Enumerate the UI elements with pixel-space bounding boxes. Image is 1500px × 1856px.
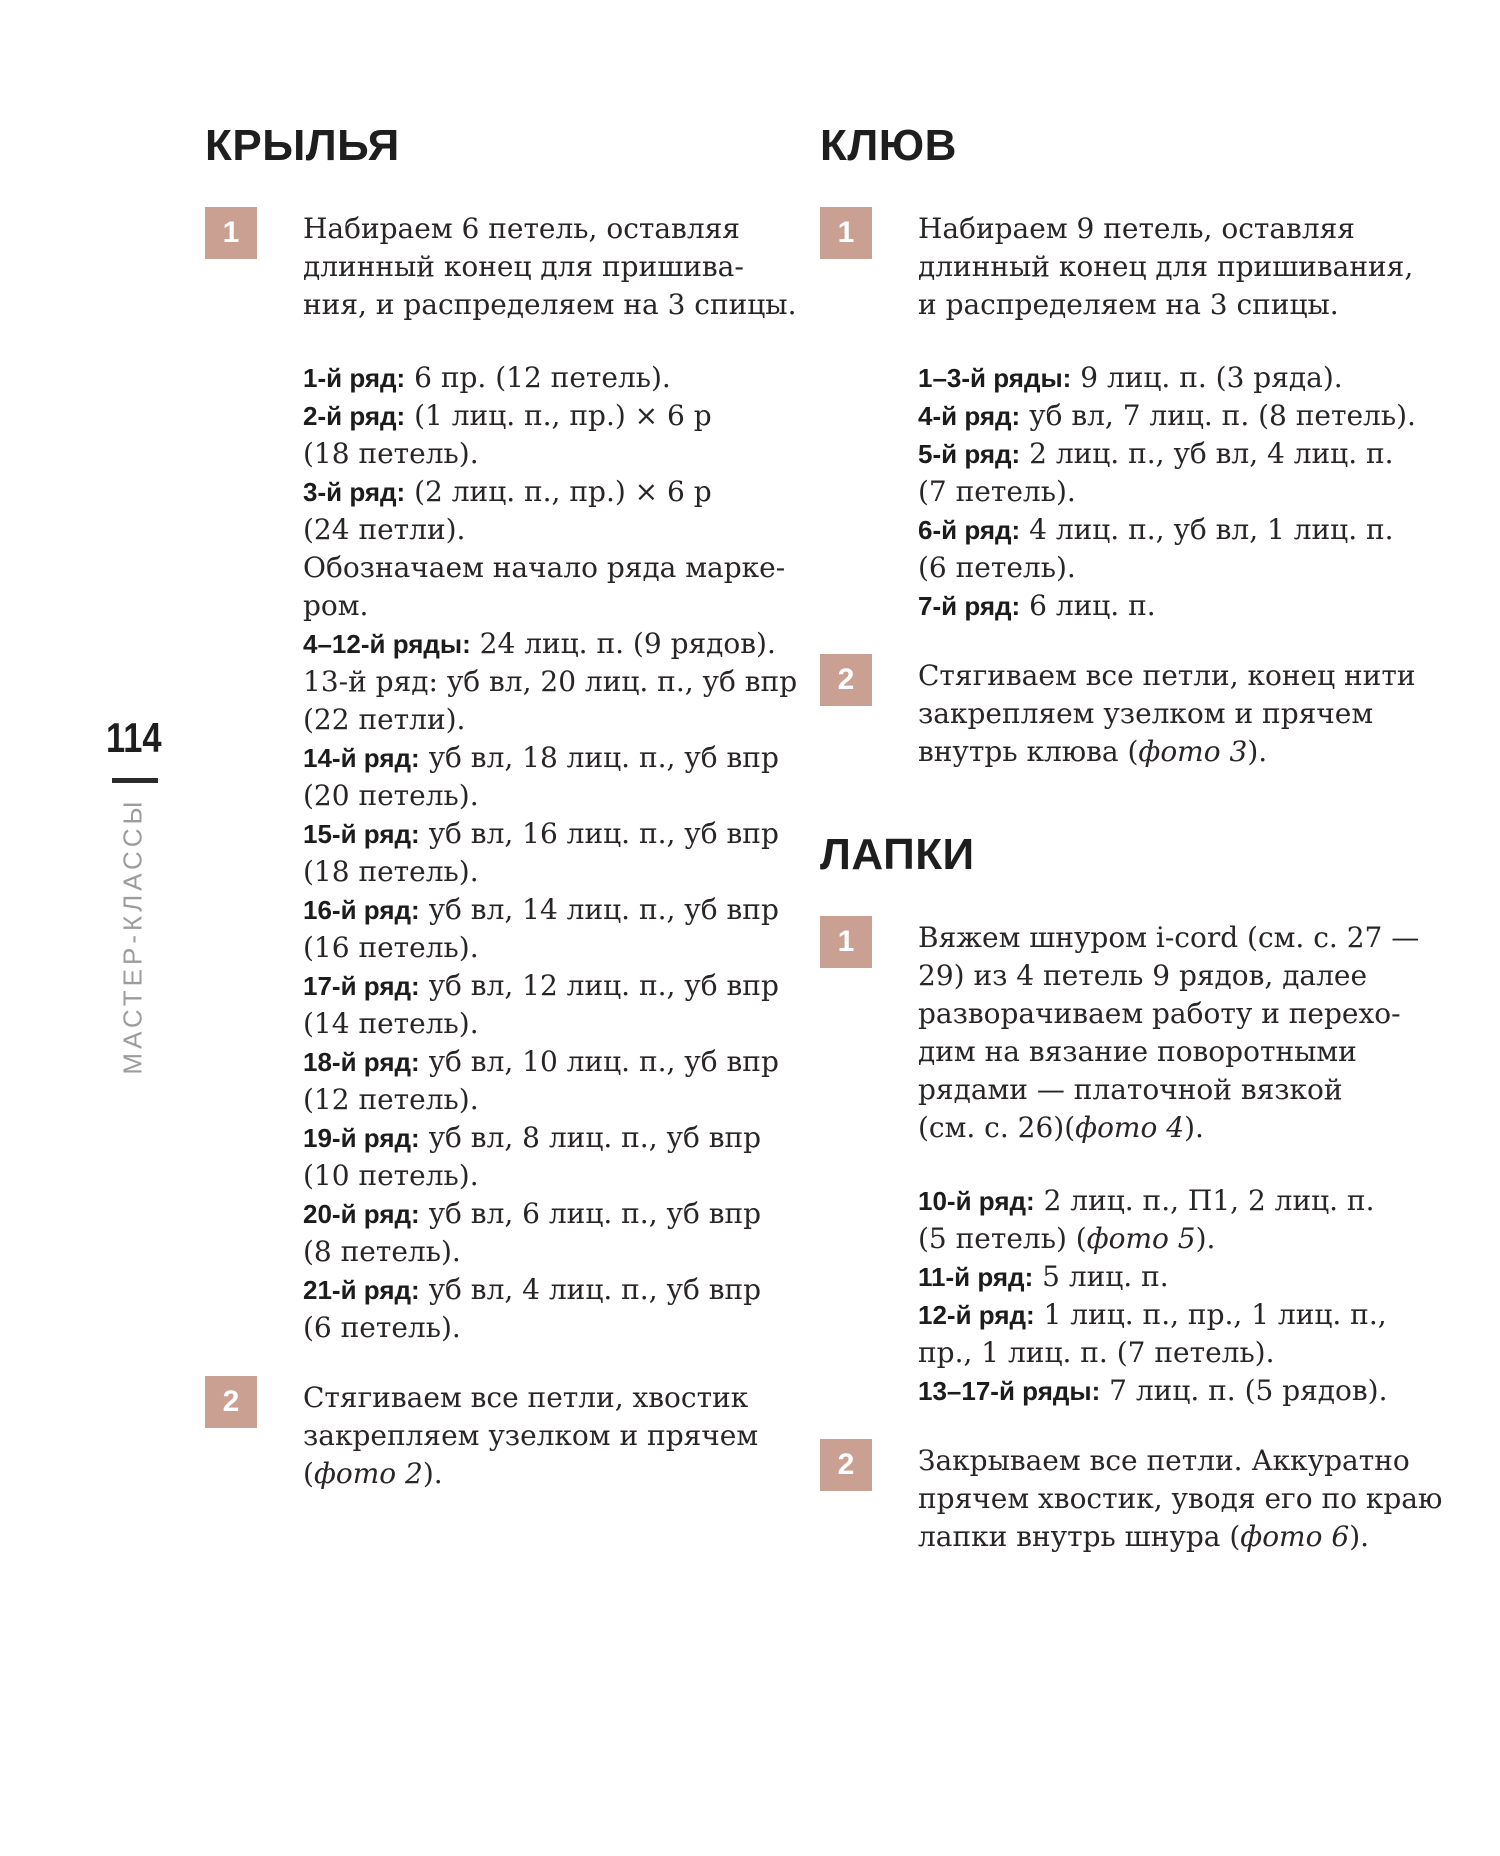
- photo-ref: фото 5: [1086, 1222, 1196, 1255]
- text-run: 24 лиц. п. (9 рядов).: [470, 627, 776, 660]
- section-title: КЛЮВ: [820, 121, 957, 170]
- text-line: [303, 473, 797, 511]
- text-run: (18 петель).: [303, 437, 479, 470]
- row-label: 1-й ряд:: [303, 363, 406, 393]
- text-line: [918, 995, 1480, 1033]
- text-run: ).: [1247, 735, 1268, 768]
- step-text: [918, 657, 1480, 771]
- paragraph-gap: [303, 324, 797, 359]
- row-label: 4–12-й ряды:: [303, 629, 471, 659]
- row-label: 13–17-й ряды:: [918, 1376, 1101, 1406]
- text-line: [918, 1071, 1480, 1109]
- text-line: [918, 1033, 1480, 1071]
- step: [205, 1379, 790, 1493]
- text-line: [918, 359, 1480, 397]
- text-run: (: [303, 1457, 314, 1490]
- text-run: 6 пр. (12 петель).: [405, 361, 671, 394]
- text-run: закрепляем узелком и прячем: [303, 1419, 759, 1452]
- step-text: [303, 210, 797, 1347]
- text-line: [918, 1182, 1480, 1220]
- text-run: 29) из 4 петель 9 рядов, далее: [918, 959, 1368, 992]
- text-run: Набираем 9 петель, оставляя: [918, 212, 1355, 245]
- text-run: (24 петли).: [303, 513, 466, 546]
- text-line: [303, 1119, 797, 1157]
- text-line: [918, 511, 1480, 549]
- text-line: [918, 435, 1480, 473]
- text-line: [918, 695, 1480, 733]
- text-line: [918, 919, 1480, 957]
- text-line: [303, 549, 797, 587]
- text-line: [303, 929, 797, 967]
- text-run: (5 петель) (: [918, 1222, 1087, 1255]
- text-line: [303, 359, 797, 397]
- text-run: (7 петель).: [918, 475, 1076, 508]
- text-run: 5 лиц. п.: [1033, 1260, 1169, 1293]
- text-line: [303, 435, 797, 473]
- text-run: ).: [1195, 1222, 1216, 1255]
- row-label: 18-й ряд:: [303, 1047, 420, 1077]
- text-run: (2 лиц. п., пр.) × 6 р: [405, 475, 712, 508]
- text-run: (6 петель).: [918, 551, 1076, 584]
- step-text: [918, 1442, 1480, 1556]
- text-line: [303, 1455, 790, 1493]
- text-line: [918, 1296, 1480, 1334]
- row-label: 15-й ряд:: [303, 819, 420, 849]
- section-krylya: [205, 121, 798, 1493]
- text-run: Набираем 6 петель, оставляя: [303, 212, 740, 245]
- row-label: 14-й ряд:: [303, 743, 420, 773]
- text-run: ).: [422, 1457, 443, 1490]
- text-run: дим на вязание поворотными: [918, 1035, 1357, 1068]
- text-run: (16 петель).: [303, 931, 479, 964]
- page-number: 114: [106, 714, 162, 761]
- text-line: [303, 891, 797, 929]
- sidebar-vertical-label: МАСТЕР-КЛАССЫ: [117, 797, 148, 1075]
- row-label: 12-й ряд:: [918, 1300, 1035, 1330]
- row-label: 16-й ряд:: [303, 895, 420, 925]
- text-run: уб вл, 18 лиц. п., уб впр: [419, 741, 779, 774]
- text-run: лапки внутрь шнура (: [918, 1520, 1241, 1553]
- text-run: (22 петли).: [303, 703, 466, 736]
- text-run: Обозначаем начало ряда марке-: [303, 551, 786, 584]
- text-line: [303, 1271, 797, 1309]
- step: [820, 919, 1480, 1410]
- text-run: Закрываем все петли. Аккуратно: [918, 1444, 1410, 1477]
- step-text: [303, 1379, 790, 1493]
- text-run: длинный конец для пришивания,: [918, 250, 1414, 283]
- text-line: [303, 1195, 797, 1233]
- section-title: КРЫЛЬЯ: [205, 121, 400, 170]
- text-line: [303, 701, 797, 739]
- row-label: 19-й ряд:: [303, 1123, 420, 1153]
- text-line: [303, 967, 797, 1005]
- text-run: ром.: [303, 589, 369, 622]
- text-run: (см. с. 26)(: [918, 1111, 1076, 1144]
- text-run: ).: [1184, 1111, 1204, 1144]
- text-line: [303, 1157, 797, 1195]
- text-run: длинный конец для пришива-: [303, 250, 744, 283]
- text-run: уб вл, 16 лиц. п., уб впр: [419, 817, 779, 850]
- text-run: уб вл, 8 лиц. п., уб впр: [419, 1121, 762, 1154]
- text-run: 7 лиц. п. (5 рядов).: [1100, 1374, 1388, 1407]
- text-line: [918, 286, 1480, 324]
- text-line: [918, 1258, 1480, 1296]
- right-column: [820, 122, 1480, 1556]
- text-run: Вяжем шнуром i-cord (см. с. 27 —: [918, 921, 1420, 954]
- text-line: [918, 657, 1480, 695]
- text-run: 2 лиц. п., П1, 2 лиц. п.: [1034, 1184, 1375, 1217]
- text-line: [918, 210, 1480, 248]
- row-label: 11-й ряд:: [918, 1262, 1034, 1292]
- left-column: [205, 121, 798, 1493]
- text-run: (18 петель).: [303, 855, 479, 888]
- paragraph-gap: [918, 1147, 1480, 1182]
- text-line: [918, 733, 1480, 771]
- text-line: [303, 739, 797, 777]
- row-label: 17-й ряд:: [303, 971, 420, 1001]
- text-run: (1 лиц. п., пр.) × 6 р: [405, 399, 712, 432]
- row-label: 20-й ряд:: [303, 1199, 420, 1229]
- text-line: [303, 777, 797, 815]
- text-line: [918, 1518, 1480, 1556]
- text-run: (6 петель).: [303, 1311, 461, 1344]
- text-run: рядами — платочной вязкой: [918, 1073, 1343, 1106]
- text-line: [918, 1334, 1480, 1372]
- text-line: [303, 625, 797, 663]
- step-number-badge: 2: [205, 1376, 257, 1428]
- page-number-rule: [112, 778, 158, 783]
- section-lapki: [820, 831, 1480, 1556]
- text-line: [303, 1379, 790, 1417]
- text-line: [303, 853, 797, 891]
- photo-ref: фото 2: [313, 1457, 423, 1490]
- text-run: 4 лиц. п., уб вл, 1 лиц. п.: [1020, 513, 1394, 546]
- text-line: [918, 549, 1480, 587]
- step-text: [918, 210, 1480, 625]
- text-run: 2 лиц. п., уб вл, 4 лиц. п.: [1020, 437, 1394, 470]
- text-line: [918, 397, 1480, 435]
- text-run: разворачиваем работу и перехо-: [918, 997, 1401, 1030]
- text-run: 6 лиц. п.: [1020, 589, 1156, 622]
- row-label: 3-й ряд:: [303, 477, 406, 507]
- row-label: 21-й ряд:: [303, 1275, 420, 1305]
- row-label: 4-й ряд:: [918, 401, 1021, 431]
- text-line: [918, 1480, 1480, 1518]
- text-line: [303, 248, 797, 286]
- text-line: [918, 1442, 1480, 1480]
- text-line: [303, 815, 797, 853]
- photo-ref: фото 4: [1075, 1111, 1185, 1144]
- paragraph-gap: [918, 324, 1480, 359]
- text-run: (8 петель).: [303, 1235, 461, 1268]
- step-number-badge: 2: [820, 654, 872, 706]
- text-run: Стягиваем все петли, хвостик: [303, 1381, 749, 1414]
- section-klyuv: [820, 122, 1480, 771]
- text-run: (14 петель).: [303, 1007, 479, 1040]
- row-label: 7-й ряд:: [918, 591, 1021, 621]
- text-line: [918, 248, 1480, 286]
- text-run: 9 лиц. п. (3 ряда).: [1071, 361, 1343, 394]
- text-run: уб вл, 4 лиц. п., уб впр: [419, 1273, 762, 1306]
- text-line: [303, 1233, 797, 1271]
- text-line: [303, 286, 797, 324]
- step: [820, 210, 1480, 625]
- text-run: уб вл, 14 лиц. п., уб впр: [419, 893, 779, 926]
- text-line: [303, 663, 797, 701]
- text-run: прячем хвостик, уводя его по краю: [918, 1482, 1443, 1515]
- text-run: 13-й ряд: уб вл, 20 лиц. п., уб впр: [303, 665, 798, 698]
- step: [820, 1442, 1480, 1556]
- text-run: уб вл, 7 лиц. п. (8 петель).: [1020, 399, 1416, 432]
- text-line: [303, 1005, 797, 1043]
- text-run: пр., 1 лиц. п. (7 петель).: [918, 1336, 1275, 1369]
- step-number-badge: 1: [820, 916, 872, 968]
- text-line: [303, 210, 797, 248]
- step: [820, 657, 1480, 771]
- text-run: ).: [1349, 1520, 1370, 1553]
- row-label: 5-й ряд:: [918, 439, 1021, 469]
- text-line: [303, 1043, 797, 1081]
- section-title: ЛАПКИ: [820, 830, 975, 879]
- text-run: внутрь клюва (: [918, 735, 1139, 768]
- text-line: [303, 587, 797, 625]
- photo-ref: фото 6: [1240, 1520, 1350, 1553]
- text-line: [303, 397, 797, 435]
- text-run: закрепляем узелком и прячем: [918, 697, 1374, 730]
- text-line: [303, 1309, 797, 1347]
- text-line: [918, 957, 1480, 995]
- text-run: (10 петель).: [303, 1159, 479, 1192]
- row-label: 6-й ряд:: [918, 515, 1021, 545]
- text-run: (20 петель).: [303, 779, 479, 812]
- text-run: (12 петель).: [303, 1083, 479, 1116]
- text-run: Стягиваем все петли, конец нити: [918, 659, 1416, 692]
- text-run: уб вл, 12 лиц. п., уб впр: [419, 969, 779, 1002]
- text-run: ния, и распределяем на 3 спицы.: [303, 288, 797, 321]
- step-number-badge: 2: [820, 1439, 872, 1491]
- text-line: [918, 587, 1480, 625]
- text-line: [918, 473, 1480, 511]
- text-line: [918, 1372, 1480, 1410]
- text-run: 1 лиц. п., пр., 1 лиц. п.,: [1034, 1298, 1387, 1331]
- text-run: уб вл, 10 лиц. п., уб впр: [419, 1045, 779, 1078]
- step-number-badge: 1: [205, 207, 257, 259]
- row-label: 10-й ряд:: [918, 1186, 1035, 1216]
- text-line: [303, 1081, 797, 1119]
- step: [205, 210, 798, 1347]
- photo-ref: фото 3: [1138, 735, 1248, 768]
- text-line: [918, 1109, 1480, 1147]
- step-number-badge: 1: [820, 207, 872, 259]
- text-run: уб вл, 6 лиц. п., уб впр: [419, 1197, 762, 1230]
- text-line: [303, 511, 797, 549]
- step-text: [918, 919, 1480, 1410]
- text-line: [303, 1417, 790, 1455]
- text-run: и распределяем на 3 спицы.: [918, 288, 1339, 321]
- row-label: 2-й ряд:: [303, 401, 406, 431]
- text-line: [918, 1220, 1480, 1258]
- row-label: 1–3-й ряды:: [918, 363, 1072, 393]
